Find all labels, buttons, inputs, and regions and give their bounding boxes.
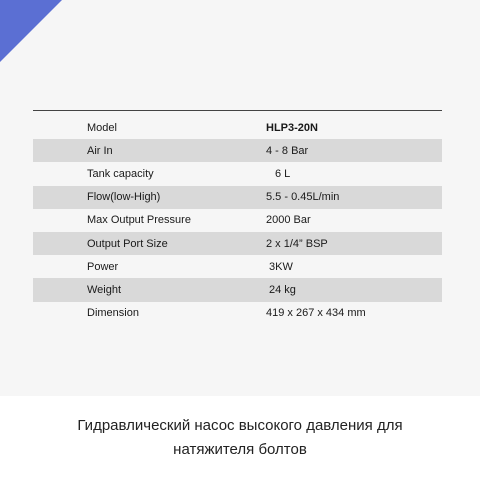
spec-row-output-port-size — [33, 232, 442, 255]
spec-value: 4 - 8 Bar — [266, 144, 309, 157]
spec-label: Flow(low-High) — [87, 191, 161, 204]
spec-row-weight — [33, 278, 442, 301]
spec-row-air-in — [33, 139, 442, 162]
spec-row-dimension — [33, 302, 442, 325]
spec-value: HLP3-20N — [266, 121, 318, 134]
spec-value: 2 x 1/4” BSP — [266, 237, 328, 250]
spec-label: Air In — [87, 144, 113, 157]
caption-line-2: натяжителя болтов — [173, 441, 307, 458]
spec-value: 3KW — [269, 260, 293, 273]
spec-label: Dimension — [87, 307, 139, 320]
spec-label: Weight — [87, 283, 122, 296]
spec-table — [33, 116, 442, 325]
spec-label: Power — [87, 260, 119, 273]
table-top-rule — [33, 110, 442, 111]
spec-row-power — [33, 255, 442, 278]
product-caption — [0, 414, 480, 462]
corner-ribbon — [0, 0, 62, 62]
spec-row-max-output-pressure — [33, 209, 442, 232]
spec-value: 419 x 267 x 434 mm — [266, 307, 366, 320]
spec-value: 24 kg — [269, 283, 296, 296]
spec-value: 2000 Bar — [266, 214, 311, 227]
spec-label: Output Port Size — [87, 237, 168, 250]
spec-row-model — [33, 116, 442, 139]
spec-label: Model — [87, 121, 117, 134]
spec-row-tank-capacity — [33, 162, 442, 185]
caption-line-1: Гидравлический насос высокого давления для — [77, 417, 403, 434]
spec-label: Tank capacity — [87, 167, 154, 180]
spec-value: 5.5 - 0.45L/min — [266, 191, 340, 204]
spec-value: 6 L — [275, 167, 291, 180]
spec-label: Max Output Pressure — [87, 214, 191, 227]
spec-row-flow — [33, 186, 442, 209]
